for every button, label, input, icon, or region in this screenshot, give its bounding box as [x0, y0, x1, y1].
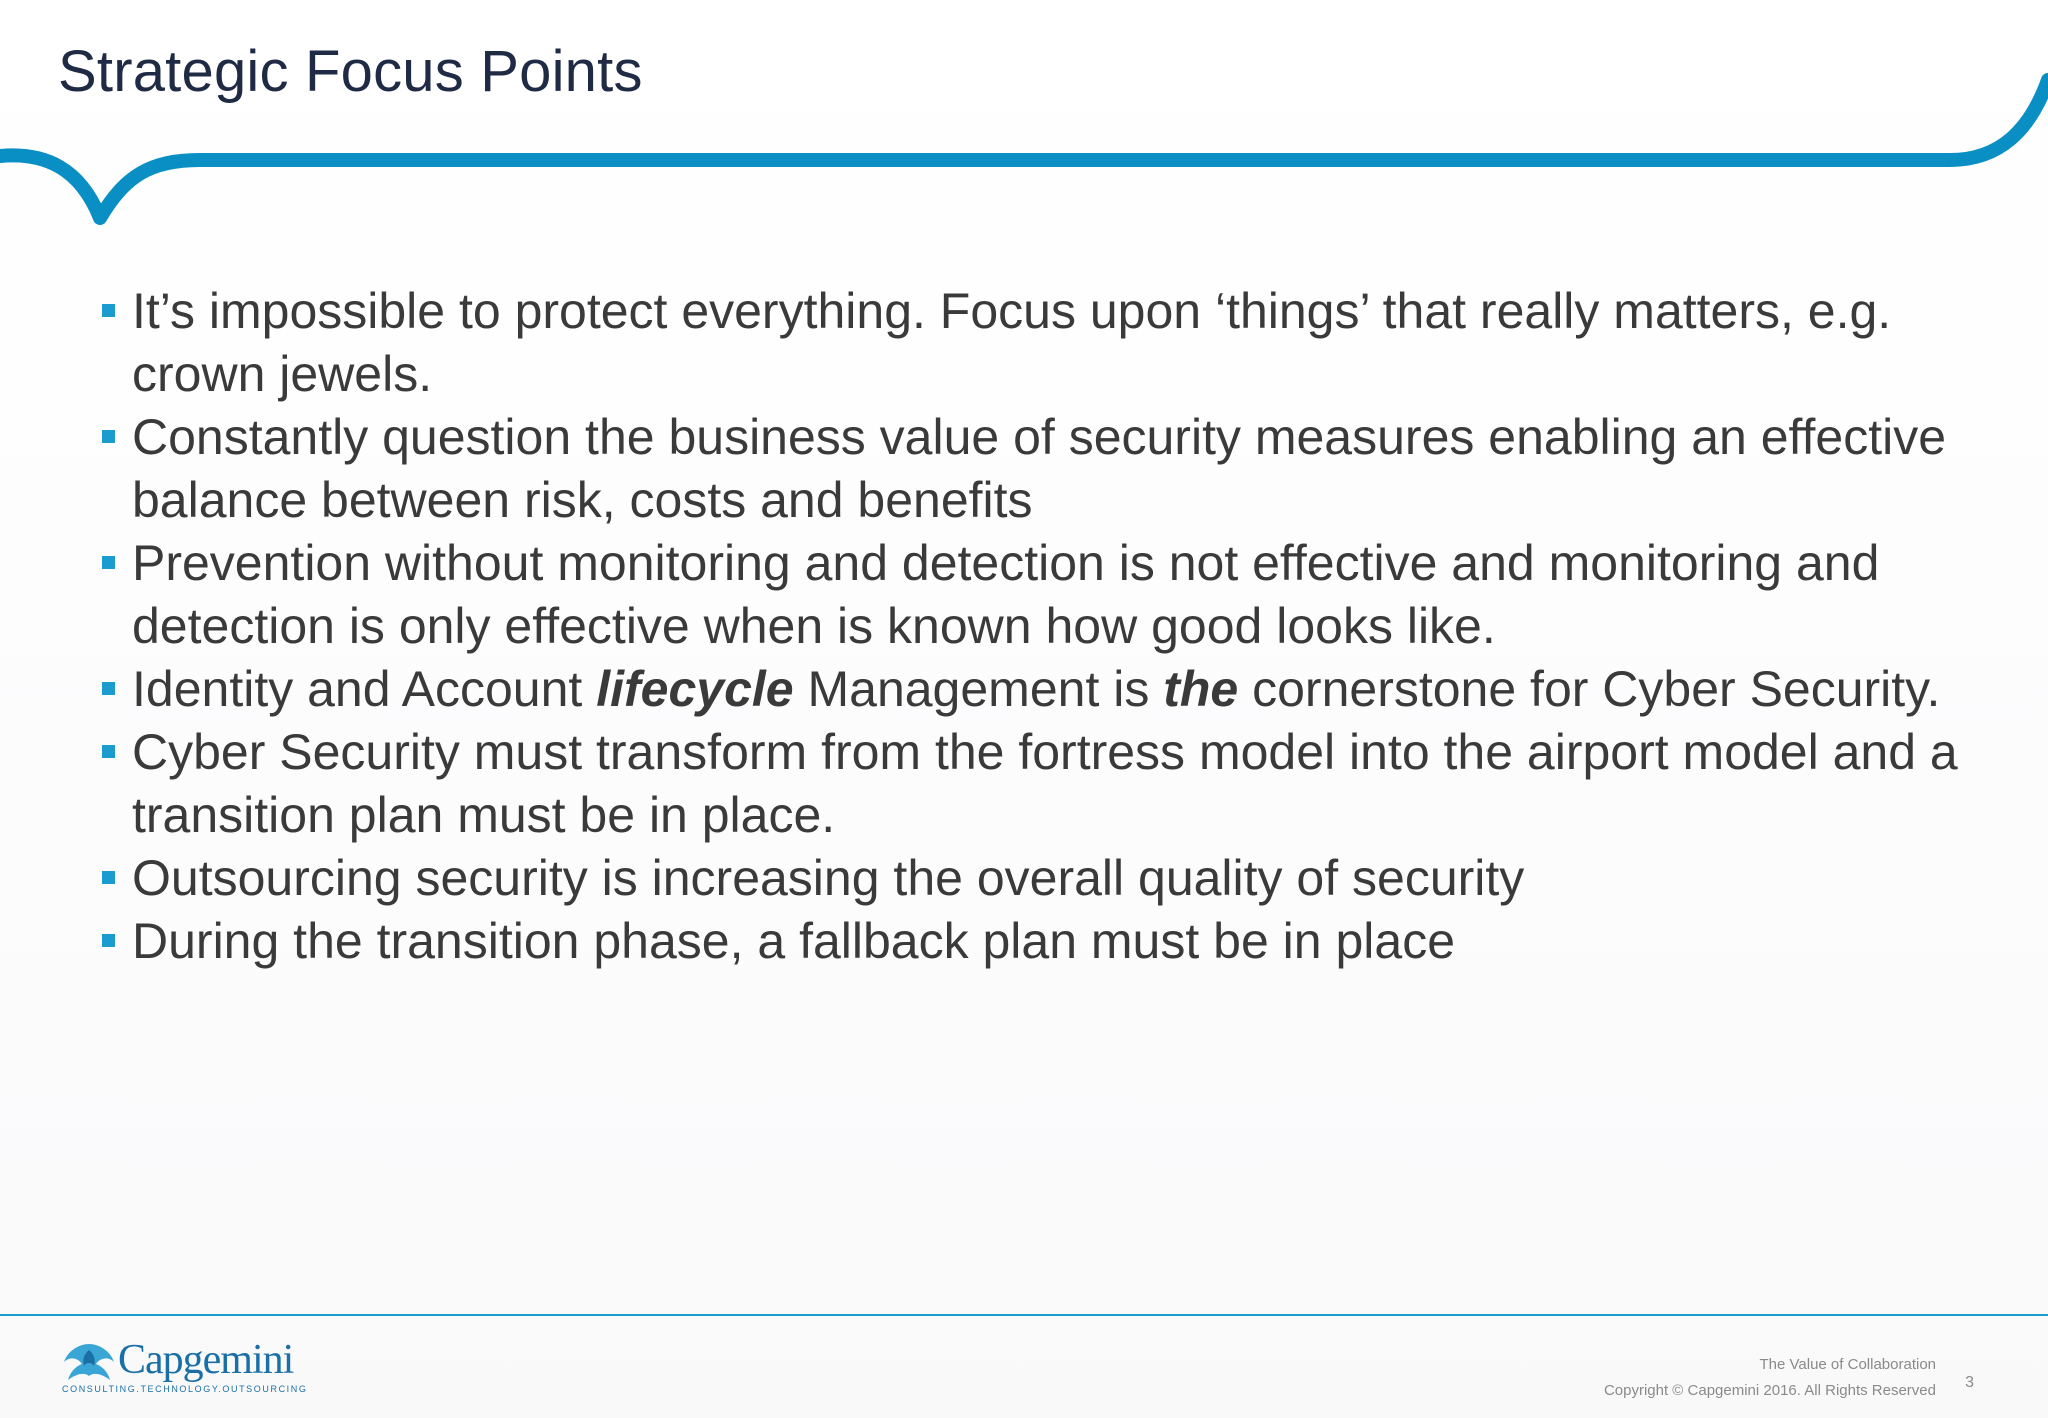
footer-copyright: Copyright © Capgemini 2016. All Rights Reserved: [1603, 1382, 1936, 1399]
bullet-square-icon: [102, 934, 115, 947]
bullet-square-icon: [102, 430, 115, 443]
bullet-square-icon: [102, 304, 115, 317]
capgemini-spade-icon: [62, 1340, 116, 1384]
bullet-item: [100, 532, 1960, 658]
bullet-text: During the transition phase, a fallback plan must be in place: [132, 913, 1455, 969]
bullet-text-mid: Management is: [793, 661, 1164, 717]
bullet-item: [100, 280, 1960, 406]
bullet-square-icon: [102, 682, 115, 695]
bullet-text: It’s impossible to protect everything. Focus upon ‘things’ that really matters, e.g. crown jewels.: [132, 283, 1892, 402]
bullet-text: Prevention without monitoring and detection is not effective and monitoring and detection is only effective when is known how good looks like.: [132, 535, 1880, 654]
bullet-square-icon: [102, 745, 115, 758]
slide-title: Strategic Focus Points: [58, 39, 643, 104]
footer-tagline: The Value of Collaboration: [1759, 1356, 1936, 1373]
page-number: 3: [1965, 1374, 1974, 1391]
bullet-emphasis-lifecycle: lifecycle: [596, 661, 794, 717]
footer-text: [1604, 1352, 1936, 1404]
bullet-item: [100, 406, 1960, 532]
bullet-square-icon: [102, 871, 115, 884]
bullet-item: [100, 910, 1960, 973]
bullet-text: Constantly question the business value of security measures enabling an effective balance between risk, costs and benefits: [132, 409, 1947, 528]
bullet-emphasis-the: the: [1163, 661, 1239, 717]
bullet-square-icon: [102, 556, 115, 569]
bullet-text: Cyber Security must transform from the fortress model into the airport model and a transition plan must be in place.: [132, 724, 1958, 843]
bullet-text: Outsourcing security is increasing the overall quality of security: [132, 850, 1525, 906]
bullet-list: [100, 280, 1960, 973]
bullet-item: [100, 721, 1960, 847]
footer-divider: [0, 1314, 2048, 1316]
bullet-item: [100, 847, 1960, 910]
bullet-text-pre: Identity and Account: [132, 661, 597, 717]
header-swoosh-decoration: [0, 0, 2048, 240]
logo-tagline: CONSULTING.TECHNOLOGY.OUTSOURCING: [62, 1384, 308, 1394]
logo-wordmark: Capgemini: [118, 1337, 294, 1383]
bullet-item: [100, 658, 1960, 721]
capgemini-logo: [62, 1336, 308, 1398]
bullet-text-post: cornerstone for Cyber Security.: [1238, 661, 1941, 717]
